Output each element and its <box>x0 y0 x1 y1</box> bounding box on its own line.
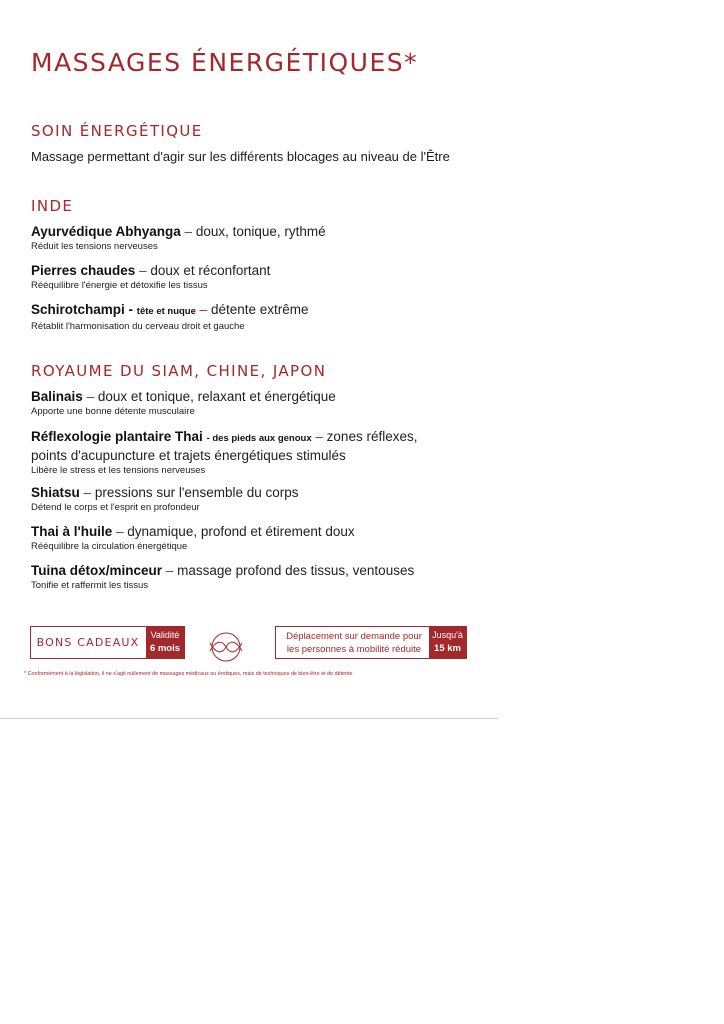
travel-distance-value: 15 km <box>434 643 461 654</box>
item-note: Tonifie et raffermit les tissus <box>31 580 149 591</box>
section-title-inde: INDE <box>31 197 74 215</box>
travel-service-text <box>280 630 428 656</box>
item-name: Ayurvédique Abhyanga <box>31 224 181 239</box>
travel-line-1: Déplacement sur demande pour <box>286 631 422 642</box>
item-note: Détend le corps et l'esprit en profondeur <box>31 502 200 513</box>
section-intro: Massage permettant d'agir sur les différents blocages au niveau de l'Être <box>31 149 450 164</box>
item-name: Balinais <box>31 389 83 404</box>
item-subtitle: tête et nuque <box>136 306 196 317</box>
item-name: Schirotchampi - <box>31 302 134 317</box>
item-desc: détente extrême <box>210 302 309 317</box>
travel-line-2: les personnes à mobilité réduite <box>286 644 422 655</box>
list-item <box>31 484 551 514</box>
item-desc: zones réflexes, <box>326 429 418 444</box>
divider <box>0 718 498 719</box>
gift-validity-badge <box>146 627 184 658</box>
item-note: Apporte une bonne détente musculaire <box>31 406 195 417</box>
section-title-soin: SOIN ÉNERGÉTIQUE <box>31 122 203 140</box>
item-dash: – <box>199 302 208 317</box>
item-note: Rétablit l'harmonisation du cerveau droit et gauche <box>31 321 245 332</box>
item-note: Libère le stress et les tensions nerveuses <box>31 465 206 476</box>
list-item <box>31 223 551 253</box>
item-name: Tuina détox/minceur <box>31 563 163 578</box>
list-item <box>31 428 551 477</box>
list-item <box>31 562 551 592</box>
item-desc: doux, tonique, rythmé <box>195 224 326 239</box>
item-desc-continued: points d'acupuncture et trajets énergétiques stimulés <box>31 448 346 463</box>
item-subtitle: - des pieds aux genoux <box>206 433 312 444</box>
item-desc: dynamique, profond et étirement doux <box>127 524 355 539</box>
item-name: Pierres chaudes <box>31 263 136 278</box>
list-item <box>31 301 551 333</box>
item-name: Réflexologie plantaire Thai <box>31 429 203 444</box>
gift-vouchers-label: BONS CADEAUX <box>36 636 140 649</box>
item-dash: – <box>165 563 174 578</box>
travel-service-box <box>275 626 467 659</box>
list-item <box>31 523 551 553</box>
item-name: Thai à l'huile <box>31 524 113 539</box>
item-dash: – <box>315 429 323 444</box>
gift-vouchers-box <box>30 626 185 659</box>
item-note: Réduit les tensions nerveuses <box>31 241 158 252</box>
item-dash: – <box>86 389 95 404</box>
legal-disclaimer: * Conformément à la législation, il ne s'agit nullement de massages médicaux ou érotiques, mais de techniques de bien-être et de détente <box>24 671 353 677</box>
item-dash: – <box>83 485 92 500</box>
item-desc: doux et réconfortant <box>150 263 271 278</box>
item-note: Rééquilibre l'énergie et détoxifie les tissus <box>31 280 208 291</box>
item-dash: – <box>116 524 124 539</box>
page-title: MASSAGES ÉNERGÉTIQUES* <box>31 48 419 77</box>
gift-validity-value: 6 mois <box>149 643 181 654</box>
item-desc: doux et tonique, relaxant et énergétique <box>97 389 336 404</box>
item-dash: – <box>139 263 147 278</box>
item-desc: massage profond des tissus, ventouses <box>177 563 415 578</box>
travel-distance-label: Jusqu'à <box>432 630 463 640</box>
list-item <box>31 388 551 418</box>
infinity-circle-logo-icon <box>206 628 246 666</box>
gift-validity-label: Validité <box>150 630 180 640</box>
travel-distance-badge <box>429 627 466 658</box>
item-dash: – <box>184 224 193 239</box>
item-desc: pressions sur l'ensemble du corps <box>94 485 299 500</box>
list-item <box>31 262 551 292</box>
section-title-siam: ROYAUME DU SIAM, CHINE, JAPON <box>31 362 327 380</box>
item-note: Rééquilibre la circulation énergétique <box>31 541 188 552</box>
item-name: Shiatsu <box>31 485 80 500</box>
